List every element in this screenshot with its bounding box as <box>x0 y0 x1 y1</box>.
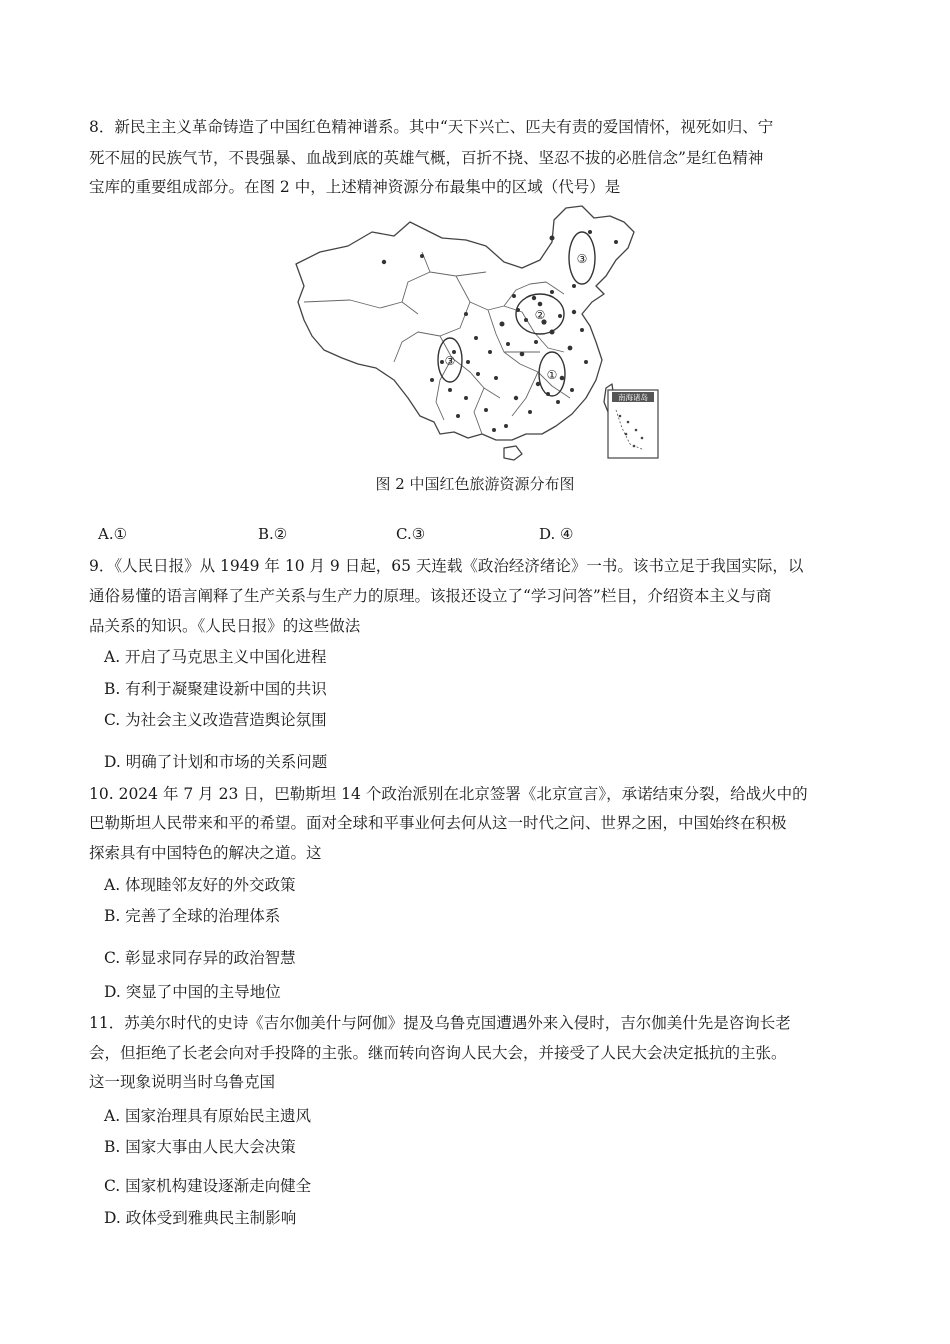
region-label-north: ② <box>534 308 546 322</box>
q11-option-d[interactable]: D. 政体受到雅典民主制影响 <box>104 1209 297 1227</box>
q11-option-b[interactable]: B. 国家大事由人民大会决策 <box>104 1138 296 1156</box>
q9-option-d[interactable]: D. 明确了计划和市场的关系问题 <box>104 753 328 771</box>
q10-option-c[interactable]: C. 彰显求同存异的政治智慧 <box>104 949 296 967</box>
q10-option-d[interactable]: D. 突显了中国的主导地位 <box>104 983 281 1001</box>
q10-option-a[interactable]: A. 体现睦邻友好的外交政策 <box>104 876 296 894</box>
china-red-tourism-map <box>290 202 676 464</box>
q11-stem-line-3: 这一现象说明当时乌鲁克国 <box>89 1073 276 1091</box>
q11-option-c[interactable]: C. 国家机构建设逐渐走向健全 <box>104 1177 312 1195</box>
china-outline <box>296 206 634 440</box>
q9-option-a[interactable]: A. 开启了马克思主义中国化进程 <box>104 648 327 666</box>
q8-option-c[interactable]: C.③ <box>396 525 426 543</box>
q10-stem-line-1: 10. 2024 年 7 月 23 日，巴勒斯坦 14 个政治派别在北京签署《北京宣言》，承诺结束分裂，给战火中的 <box>89 785 808 803</box>
q10-option-b[interactable]: B. 完善了全球的治理体系 <box>104 907 281 925</box>
q8-stem-line-3: 宝库的重要组成部分。在图 2 中，上述精神资源分布最集中的区域（代号）是 <box>89 178 621 196</box>
q9-option-c[interactable]: C. 为社会主义改造营造舆论氛围 <box>104 711 327 729</box>
q8-option-b[interactable]: B.② <box>258 525 288 543</box>
inset-label: 南海诸岛 <box>618 393 648 402</box>
q11-stem-line-1: 11．苏美尔时代的史诗《吉尔伽美什与阿伽》提及乌鲁克国遭遇外来入侵时，吉尔伽美什先是咨询长老 <box>89 1014 791 1032</box>
q9-option-b[interactable]: B. 有利于凝聚建设新中国的共识 <box>104 680 327 698</box>
q8-stem-line-2: 死不屈的民族气节，不畏强暴、血战到底的英雄气概，百折不挠、坚忍不拔的必胜信念”是红色精神 <box>89 149 764 167</box>
q9-stem-line-1: 9．《人民日报》从 1949 年 10 月 9 日起，65 天连载《政治经济绪论》一书。该书立足于我国实际，以 <box>89 557 804 575</box>
figure-caption: 图 2 中国红色旅游资源分布图 <box>375 475 575 493</box>
q11-stem-line-2: 会，但拒绝了长老会向对手投降的主张。继而转向咨询人民大会，并接受了人民大会决定抵抗的主张。 <box>89 1044 787 1062</box>
q8-option-a[interactable]: A.① <box>98 525 128 543</box>
q9-stem-line-3: 品关系的知识。《人民日报》的这些做法 <box>89 617 361 635</box>
region-label-southwest: ③ <box>444 354 456 368</box>
q11-option-a[interactable]: A. 国家治理具有原始民主遗风 <box>104 1107 312 1125</box>
q10-stem-line-3: 探索具有中国特色的解决之道。这 <box>89 844 322 862</box>
q8-stem-line-1: 8．新民主主义革命铸造了中国红色精神谱系。其中“天下兴亡、匹夫有责的爱国情怀，视死如归、宁 <box>89 118 774 136</box>
south-china-sea-inset <box>608 390 658 458</box>
china-map-figure <box>290 202 676 464</box>
q8-option-d[interactable]: D. ④ <box>539 525 574 543</box>
q9-stem-line-2: 通俗易懂的语言阐释了生产关系与生产力的原理。该报还设立了“学习问答”栏目，介绍资本主义与商 <box>89 587 772 605</box>
region-label-northeast: ③ <box>576 252 588 266</box>
region-label-southeast: ① <box>546 368 558 382</box>
hainan-island <box>504 446 522 460</box>
q10-stem-line-2: 巴勒斯坦人民带来和平的希望。面对全球和平事业何去何从这一时代之问、世界之困，中国始终在积极 <box>89 814 787 832</box>
